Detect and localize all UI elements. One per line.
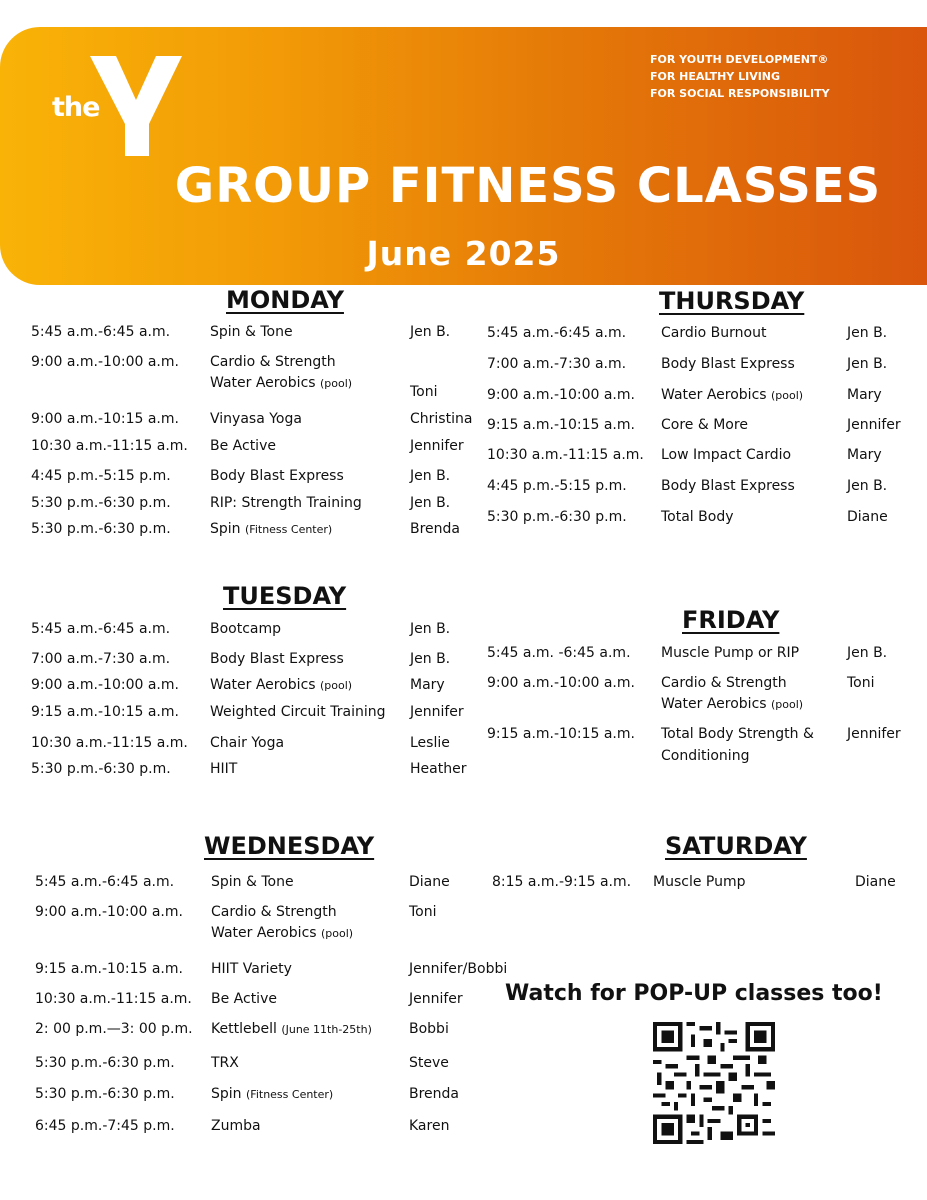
class-note: (pool) xyxy=(320,679,353,692)
mission-statement xyxy=(650,51,830,102)
class-time: 5:30 p.m.-6:30 p.m. xyxy=(31,761,171,777)
class-instructor: Toni xyxy=(410,384,438,400)
class-time: 8:15 a.m.-9:15 a.m. xyxy=(492,874,632,890)
class-instructor: Toni xyxy=(409,904,437,920)
class-instructor: Jen B. xyxy=(847,356,888,372)
class-instructor: Jen B. xyxy=(847,478,888,494)
class-name: Cardio & Strength xyxy=(661,675,787,691)
class-name: Muscle Pump xyxy=(653,874,746,890)
class-note: (pool) xyxy=(321,927,354,940)
class-name: Spin xyxy=(210,521,241,537)
class-time: 4:45 p.m.-5:15 p.m. xyxy=(31,468,171,484)
class-time: 5:30 p.m.-6:30 p.m. xyxy=(31,521,171,537)
class-name: Bootcamp xyxy=(210,621,282,637)
class-name: Kettlebell xyxy=(211,1021,277,1037)
mission-line: FOR SOCIAL RESPONSIBILITY xyxy=(650,87,830,100)
class-time: 10:30 a.m.-11:15 a.m. xyxy=(35,991,192,1007)
class-name-wrap xyxy=(211,1084,333,1105)
class-instructor: Leslie xyxy=(410,735,450,751)
class-instructor: Mary xyxy=(847,387,882,403)
class-name: Total Body Strength & xyxy=(661,726,814,742)
class-instructor: Diane xyxy=(847,509,888,525)
class-instructor: Jennifer/Bobbi xyxy=(409,961,508,977)
class-note: (Fitness Center) xyxy=(245,523,333,536)
class-time: 5:45 a.m. -6:45 a.m. xyxy=(487,645,631,661)
class-instructor: Jen B. xyxy=(410,324,451,340)
class-name: Zumba xyxy=(211,1118,261,1134)
class-name: HIIT Variety xyxy=(211,961,292,977)
class-instructor: Jen B. xyxy=(410,468,451,484)
mission-line: FOR HEALTHY LIVING xyxy=(650,70,781,83)
class-instructor: Mary xyxy=(410,677,445,693)
class-name: Vinyasa Yoga xyxy=(210,411,302,427)
class-instructor: Jen B. xyxy=(410,651,451,667)
class-time: 9:00 a.m.-10:15 a.m. xyxy=(31,411,179,427)
class-name: RIP: Strength Training xyxy=(210,495,362,511)
class-instructor: Brenda xyxy=(409,1086,460,1102)
class-instructor: Christina xyxy=(410,411,473,427)
class-name-line2 xyxy=(661,694,803,715)
class-instructor: Bobbi xyxy=(409,1021,449,1037)
class-name: Body Blast Express xyxy=(661,478,795,494)
class-name: Spin xyxy=(211,1086,242,1102)
class-name: Core & More xyxy=(661,417,748,433)
day-heading-saturday: SATURDAY xyxy=(665,832,807,860)
class-time: 4:45 p.m.-5:15 p.m. xyxy=(487,478,627,494)
class-name: Low Impact Cardio xyxy=(661,447,792,463)
class-instructor: Mary xyxy=(847,447,882,463)
class-name-2: Water Aerobics xyxy=(211,925,317,941)
logo-text: the xyxy=(52,92,100,123)
class-name: Cardio & Strength xyxy=(210,354,336,370)
day-heading-thursday: THURSDAY xyxy=(659,287,805,315)
class-note: (June 11th-25th) xyxy=(281,1023,372,1036)
class-instructor: Jen B. xyxy=(847,325,888,341)
class-name: Spin & Tone xyxy=(211,874,294,890)
class-instructor: Jen B. xyxy=(847,645,888,661)
class-instructor: Diane xyxy=(855,874,896,890)
class-time: 9:15 a.m.-10:15 a.m. xyxy=(35,961,183,977)
class-note: (pool) xyxy=(320,377,353,390)
qr-code-icon[interactable] xyxy=(653,1022,775,1144)
class-time: 2: 00 p.m.—3: 00 p.m. xyxy=(35,1021,193,1037)
class-time: 10:30 a.m.-11:15 a.m. xyxy=(31,735,188,751)
class-name: Be Active xyxy=(210,438,276,454)
class-instructor: Jennifer xyxy=(410,704,464,720)
class-instructor: Karen xyxy=(409,1118,450,1134)
class-note: (Fitness Center) xyxy=(246,1088,334,1101)
class-note: (pool) xyxy=(771,389,804,402)
class-name-line2 xyxy=(210,373,352,394)
class-time: 5:45 a.m.-6:45 a.m. xyxy=(31,621,171,637)
class-time: 7:00 a.m.-7:30 a.m. xyxy=(487,356,627,372)
class-name: Spin & Tone xyxy=(210,324,293,340)
class-name: Water Aerobics xyxy=(661,387,767,403)
class-name-line2: Conditioning xyxy=(661,748,750,764)
class-instructor: Jen B. xyxy=(410,621,451,637)
class-time: 9:00 a.m.-10:00 a.m. xyxy=(31,354,179,370)
class-name: TRX xyxy=(211,1055,239,1071)
class-time: 10:30 a.m.-11:15 a.m. xyxy=(31,438,188,454)
class-instructor: Jennifer xyxy=(410,438,464,454)
class-name-line2 xyxy=(211,923,353,944)
class-time: 5:30 p.m.-6:30 p.m. xyxy=(35,1055,175,1071)
mission-line: FOR YOUTH DEVELOPMENT® xyxy=(650,53,829,66)
logo-subtext: YMCA xyxy=(124,108,146,137)
class-time: 9:15 a.m.-10:15 a.m. xyxy=(487,417,635,433)
class-name-wrap xyxy=(211,1019,372,1040)
class-name: Be Active xyxy=(211,991,277,1007)
class-instructor: Diane xyxy=(409,874,450,890)
class-time: 5:30 p.m.-6:30 p.m. xyxy=(35,1086,175,1102)
class-name-2: Water Aerobics xyxy=(210,375,316,391)
popup-classes-note: Watch for POP-UP classes too! xyxy=(505,981,883,1006)
class-time: 7:00 a.m.-7:30 a.m. xyxy=(31,651,171,667)
class-name-wrap xyxy=(661,385,803,406)
page-subtitle: June 2025 xyxy=(366,234,561,273)
class-time: 9:00 a.m.-10:00 a.m. xyxy=(35,904,183,920)
ymca-logo xyxy=(52,54,192,158)
class-name-wrap xyxy=(210,519,332,540)
class-instructor: Toni xyxy=(847,675,875,691)
class-time: 9:00 a.m.-10:00 a.m. xyxy=(31,677,179,693)
class-instructor: Steve xyxy=(409,1055,449,1071)
class-name: HIIT xyxy=(210,761,238,777)
class-time: 5:45 a.m.-6:45 a.m. xyxy=(487,325,627,341)
class-instructor: Jennifer xyxy=(847,417,901,433)
day-heading-friday: FRIDAY xyxy=(682,606,780,634)
class-name: Body Blast Express xyxy=(210,651,344,667)
day-heading-wednesday: WEDNESDAY xyxy=(204,832,375,860)
class-time: 5:45 a.m.-6:45 a.m. xyxy=(35,874,175,890)
class-time: 10:30 a.m.-11:15 a.m. xyxy=(487,447,644,463)
class-name: Water Aerobics xyxy=(210,677,316,693)
day-heading-monday: MONDAY xyxy=(226,286,344,314)
class-instructor: Jennifer xyxy=(847,726,901,742)
class-time: 9:00 a.m.-10:00 a.m. xyxy=(487,387,635,403)
class-time: 5:45 a.m.-6:45 a.m. xyxy=(31,324,171,340)
class-note: (pool) xyxy=(771,698,804,711)
class-name: Muscle Pump or RIP xyxy=(661,645,800,661)
class-instructor: Jen B. xyxy=(410,495,451,511)
class-name: Cardio & Strength xyxy=(211,904,337,920)
class-time: 5:30 p.m.-6:30 p.m. xyxy=(487,509,627,525)
class-time: 9:15 a.m.-10:15 a.m. xyxy=(487,726,635,742)
class-name: Chair Yoga xyxy=(210,735,285,751)
class-name-2: Water Aerobics xyxy=(661,696,767,712)
class-time: 5:30 p.m.-6:30 p.m. xyxy=(31,495,171,511)
class-name-wrap xyxy=(210,675,352,696)
class-time: 9:00 a.m.-10:00 a.m. xyxy=(487,675,635,691)
class-time: 9:15 a.m.-10:15 a.m. xyxy=(31,704,179,720)
day-heading-tuesday: TUESDAY xyxy=(223,582,347,610)
class-name: Body Blast Express xyxy=(210,468,344,484)
class-name: Cardio Burnout xyxy=(661,325,767,341)
page-title: GROUP FITNESS CLASSES xyxy=(174,158,882,214)
class-instructor: Brenda xyxy=(410,521,461,537)
class-name: Total Body xyxy=(661,509,734,525)
class-instructor: Heather xyxy=(410,761,467,777)
class-instructor: Jennifer xyxy=(409,991,463,1007)
class-time: 6:45 p.m.-7:45 p.m. xyxy=(35,1118,175,1134)
class-name: Weighted Circuit Training xyxy=(210,704,386,720)
class-name: Body Blast Express xyxy=(661,356,795,372)
